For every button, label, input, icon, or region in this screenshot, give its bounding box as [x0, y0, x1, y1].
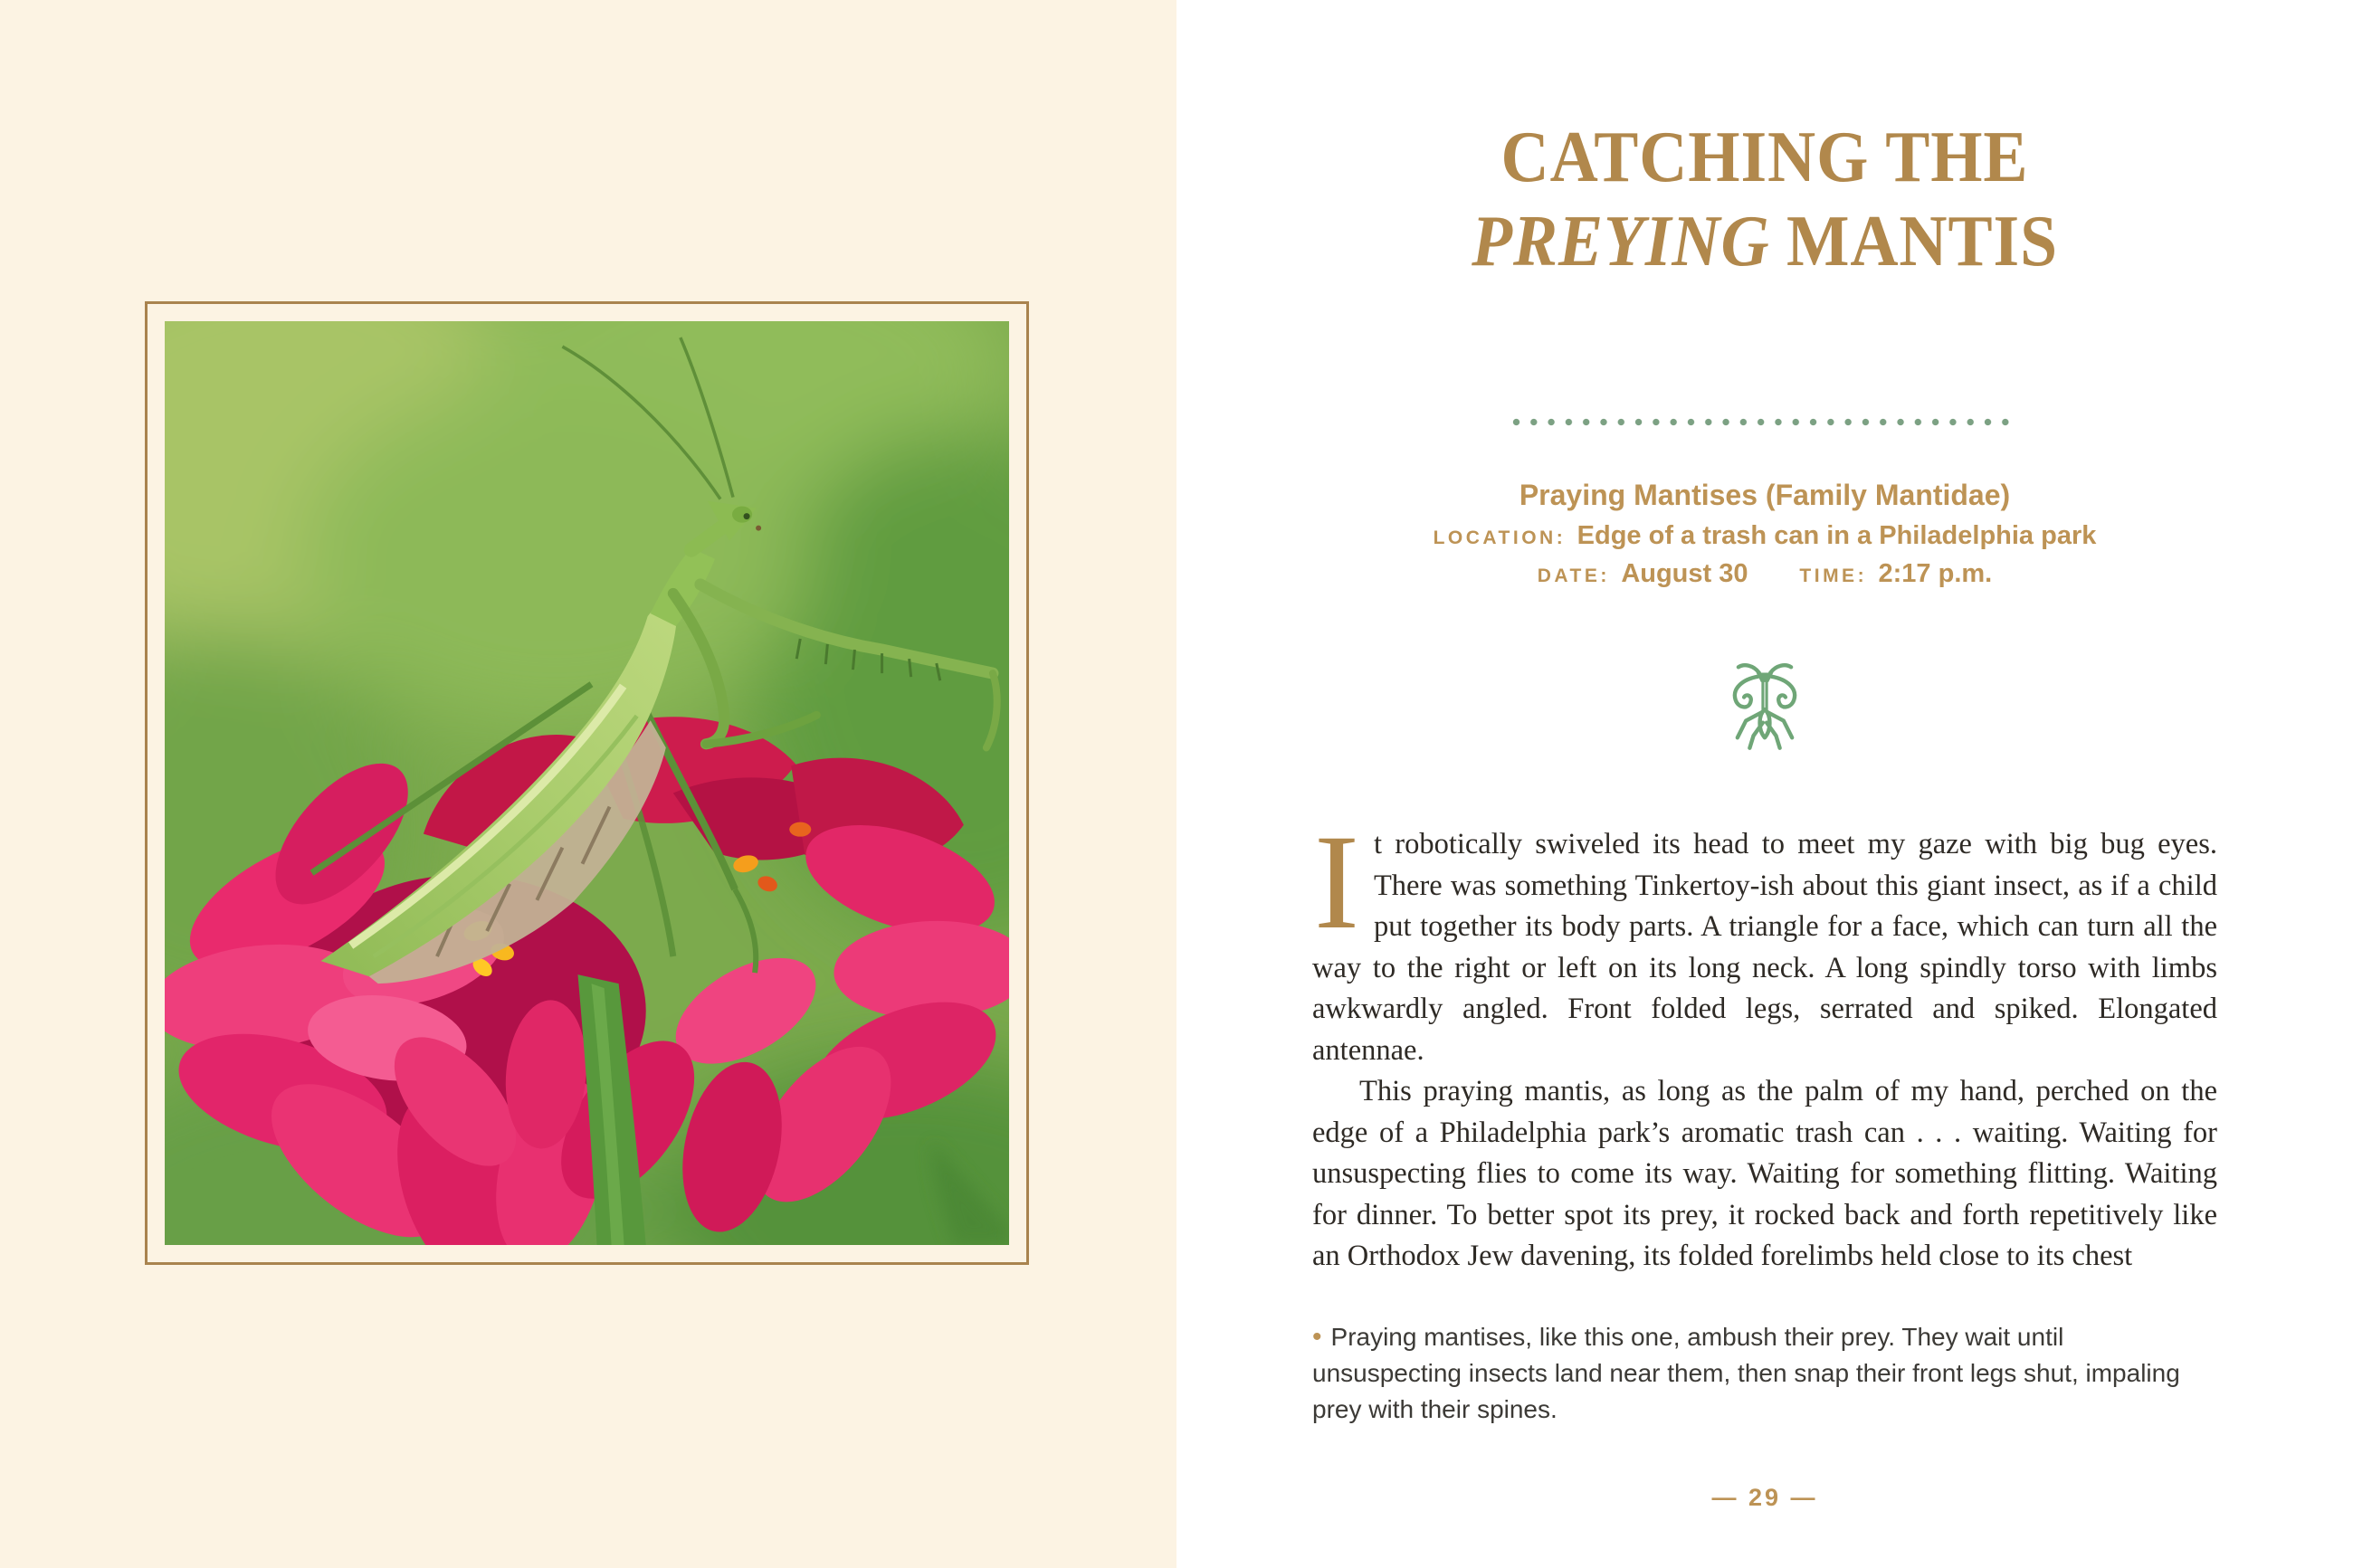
left-page	[0, 0, 1176, 1568]
dotted-divider	[1512, 418, 2017, 426]
photo-frame	[145, 301, 1029, 1265]
location-line	[1312, 521, 2217, 551]
page-content	[1312, 0, 2217, 1512]
date-label: DATE:	[1537, 565, 1610, 586]
title-word-preying: PREYING	[1472, 202, 1770, 281]
title-line-2	[1348, 200, 2181, 284]
mantis-ornament-icon	[1718, 658, 1812, 757]
paragraph-1-text: t robotically swiveled its head to meet my gaze with big bug eyes. There was something Tinkertoy-ish about this giant insect, as if a child put together its body parts. A triangle for a face, which can turn all the way to the right or left on its long neck. A long spindly torso with limbs awkwardly angled. Front folded legs, serrated and spiked. Elongated antennae.	[1312, 828, 2217, 1067]
location-value: Edge of a trash can in a Philadelphia park	[1577, 521, 2097, 550]
chapter-title	[1312, 116, 2217, 284]
caption-bullet: •	[1312, 1321, 1322, 1352]
species-heading: Praying Mantises (Family Mantidae)	[1519, 479, 2011, 511]
drop-cap: I	[1314, 807, 1359, 957]
body-text	[1312, 807, 2217, 1278]
right-page	[1176, 0, 2353, 1568]
time-value: 2:17 p.m.	[1878, 559, 1993, 588]
mantis-photo	[165, 321, 1009, 1245]
date-value: August 30	[1621, 559, 1748, 588]
title-line-1: CATCHING THE	[1500, 118, 2029, 197]
time-label: TIME:	[1799, 565, 1868, 586]
page-number: — 29 —	[1711, 1483, 1818, 1511]
title-word-mantis: MANTIS	[1786, 202, 2058, 281]
date-time-line	[1312, 559, 2217, 589]
paragraph-1	[1312, 807, 2217, 1071]
photo-caption	[1312, 1319, 2217, 1428]
paragraph-2: This praying mantis, as long as the palm of my hand, perched on the edge of a Philadelphia park’s aromatic trash can . . . waiting. Waiting for unsuspecting flies to come its way. Waiting for something flitting. Waiting for dinner. To better spot its prey, it rocked back and forth repetitively like an Orthodox Jew davening, its folded forelimbs held close to its chest	[1312, 1075, 2217, 1272]
location-label: LOCATION:	[1433, 527, 1567, 548]
caption-text: Praying mantises, like this one, ambush their prey. They wait until unsuspecting insects land near them, then snap their front legs shut, impaling prey with their spines.	[1312, 1322, 2180, 1423]
